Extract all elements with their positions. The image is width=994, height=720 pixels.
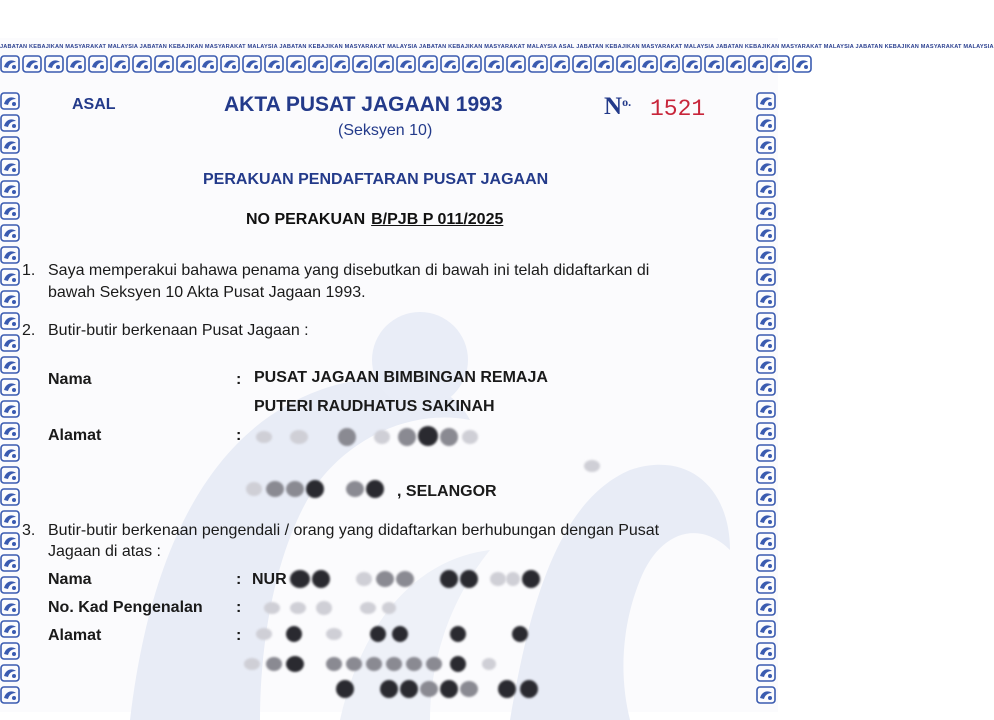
redaction-mark: [264, 602, 280, 614]
border-ornament-icon: [330, 55, 350, 73]
redaction-mark: [392, 626, 408, 642]
redaction-mark: [360, 602, 376, 614]
redaction-mark: [256, 628, 272, 640]
operator-address-label: Alamat: [48, 627, 102, 644]
border-ornament-icon: [0, 180, 20, 198]
redaction-mark: [418, 426, 438, 446]
border-ornament-icon: [756, 312, 776, 330]
redaction-mark: [286, 656, 304, 672]
colon: :: [236, 627, 242, 644]
border-ornament-icon: [756, 598, 776, 616]
border-ornament-icon: [756, 290, 776, 308]
border-ornament-icon: [198, 55, 218, 73]
security-microtext: JABATAN KEBAJIKAN MASYARAKAT MALAYSIA JABATAN KEBAJIKAN MASYARAKAT MALAYSIA JABATAN KEBAJIKAN MASYARAKAT MALAYSIA JABATAN KEBAJIKAN MASYARAKAT MALAYSIA ASAL JABATAN KEBAJIKAN MASYARAKAT MALAYSIA JABATAN KEBAJIKAN MASYARAKAT MALAYSIA JABATAN KEBAJIKAN MASYARAKAT MALAYSIA: [0, 44, 994, 50]
serial-number: 1521: [650, 96, 706, 122]
border-ornament-icon: [220, 55, 240, 73]
redaction-mark: [256, 431, 272, 443]
redaction-mark: [326, 628, 342, 640]
border-ornament-icon: [0, 356, 20, 374]
border-ornament-icon: [756, 664, 776, 682]
border-ornament-icon: [756, 114, 776, 132]
border-ornament-icon: [756, 686, 776, 704]
border-ornament-icon: [0, 686, 20, 704]
redaction-mark: [400, 680, 418, 698]
border-ornament-icon: [0, 488, 20, 506]
redaction-mark: [312, 570, 330, 588]
border-ornament-icon: [0, 422, 20, 440]
top-margin: [0, 0, 778, 38]
border-ornament-icon: [506, 55, 526, 73]
copy-label: ASAL: [72, 96, 116, 113]
redaction-mark: [406, 657, 422, 671]
redaction-mark: [460, 681, 478, 697]
para1-number: 1.: [22, 262, 36, 279]
border-ornament-icon: [0, 444, 20, 462]
border-ornament-icon: [44, 55, 64, 73]
border-ornament-icon: [756, 554, 776, 572]
border-ornament-icon: [726, 55, 746, 73]
border-ornament-icon: [440, 55, 460, 73]
border-ornament-icon: [0, 290, 20, 308]
border-ornament-icon: [0, 598, 20, 616]
para1-line2: bawah Seksyen 10 Akta Pusat Jagaan 1993.: [48, 284, 366, 301]
redaction-mark: [290, 430, 308, 444]
border-ornament-icon: [88, 55, 108, 73]
redaction-mark: [346, 481, 364, 497]
border-ornament-icon: [756, 246, 776, 264]
redaction-mark: [396, 571, 414, 587]
redaction-mark: [286, 626, 302, 642]
border-ornament-icon: [756, 158, 776, 176]
redaction-mark: [266, 481, 284, 497]
redaction-mark: [440, 428, 458, 446]
border-ornament-icon: [462, 55, 482, 73]
border-ornament-icon: [0, 664, 20, 682]
border-ornament-icon: [66, 55, 86, 73]
border-ornament-icon: [0, 532, 20, 550]
redaction-mark: [386, 657, 402, 671]
redaction-mark: [584, 460, 600, 472]
redaction-mark: [366, 657, 382, 671]
border-ornament-icon: [154, 55, 174, 73]
border-ornament-icon: [286, 55, 306, 73]
para2-number: 2.: [22, 322, 36, 339]
border-ornament-icon: [660, 55, 680, 73]
section-reference: (Seksyen 10): [338, 122, 433, 139]
border-ornament-icon: [756, 378, 776, 396]
border-ornament-icon: [550, 55, 570, 73]
border-ornament-icon: [110, 55, 130, 73]
redaction-mark: [482, 658, 496, 670]
border-ornament-icon: [308, 55, 328, 73]
border-ornament-icon: [748, 55, 768, 73]
redaction-mark: [440, 570, 458, 588]
redaction-mark: [244, 658, 260, 670]
redaction-mark: [266, 657, 282, 671]
border-ornament-icon: [756, 576, 776, 594]
border-ornament-icon: [616, 55, 636, 73]
border-ornament-icon: [264, 55, 284, 73]
redaction-mark: [520, 680, 538, 698]
border-ornament-icon: [0, 466, 20, 484]
border-ornament-icon: [756, 400, 776, 418]
ornamental-border-left: [0, 92, 22, 712]
certificate-number-label: NO PERAKUAN: [246, 211, 366, 228]
ornamental-border-top: [0, 55, 778, 77]
border-ornament-icon: [132, 55, 152, 73]
redaction-mark: [336, 680, 354, 698]
redaction-mark: [346, 657, 362, 671]
redaction-mark: [374, 430, 390, 444]
border-ornament-icon: [756, 488, 776, 506]
border-ornament-icon: [484, 55, 504, 73]
border-ornament-icon: [0, 246, 20, 264]
centre-name-line2: PUTERI RAUDHATUS SAKINAH: [254, 398, 495, 415]
certificate-number-row: [246, 211, 503, 229]
centre-name-label: Nama: [48, 371, 92, 388]
para1-line1: Saya memperakui bahawa penama yang disebutkan di bawah ini telah didaftarkan di: [48, 262, 650, 279]
para3-number: 3.: [22, 522, 36, 539]
border-ornament-icon: [756, 642, 776, 660]
border-ornament-icon: [0, 400, 20, 418]
border-ornament-icon: [352, 55, 372, 73]
colon: :: [236, 427, 242, 444]
border-ornament-icon: [0, 114, 20, 132]
border-ornament-icon: [756, 92, 776, 110]
redaction-mark: [290, 570, 310, 588]
border-ornament-icon: [756, 136, 776, 154]
redaction-mark: [316, 601, 332, 615]
operator-name-label: Nama: [48, 571, 92, 588]
border-ornament-icon: [756, 444, 776, 462]
redaction-mark: [380, 680, 398, 698]
border-ornament-icon: [756, 224, 776, 242]
border-ornament-icon: [704, 55, 724, 73]
redaction-mark: [290, 602, 306, 614]
ornamental-border-right: [756, 92, 778, 712]
centre-name-line1: PUSAT JAGAAN BIMBINGAN REMAJA: [254, 369, 548, 386]
redaction-mark: [366, 480, 384, 498]
para3-line1: Butir-butir berkenaan pengendali / orang yang didaftarkan berhubungan dengan Pusat: [48, 522, 660, 539]
redaction-mark: [512, 626, 528, 642]
border-ornament-icon: [0, 92, 20, 110]
border-ornament-icon: [756, 422, 776, 440]
border-ornament-icon: [22, 55, 42, 73]
centre-address-label: Alamat: [48, 427, 102, 444]
para3-line2: Jagaan di atas :: [48, 543, 161, 560]
border-ornament-icon: [756, 466, 776, 484]
redaction-mark: [506, 572, 520, 586]
border-ornament-icon: [756, 334, 776, 352]
number-label: $N^{o.}$: [604, 93, 632, 120]
border-ornament-icon: [242, 55, 262, 73]
centre-state: , SELANGOR: [397, 483, 497, 500]
redaction-mark: [376, 571, 394, 587]
redaction-mark: [460, 570, 478, 588]
redaction-mark: [370, 626, 386, 642]
certificate-number-value: B/PJB P 011/2025: [371, 211, 504, 228]
border-ornament-icon: [0, 642, 20, 660]
border-ornament-icon: [0, 268, 20, 286]
border-ornament-icon: [374, 55, 394, 73]
border-ornament-icon: [756, 510, 776, 528]
border-ornament-icon: [0, 378, 20, 396]
redaction-mark: [450, 626, 466, 642]
redaction-mark: [450, 656, 466, 672]
border-ornament-icon: [396, 55, 416, 73]
border-ornament-icon: [0, 136, 20, 154]
document-title: AKTA PUSAT JAGAAN 1993: [224, 93, 503, 116]
redaction-mark: [306, 480, 324, 498]
redaction-mark: [490, 572, 506, 586]
border-ornament-icon: [0, 55, 20, 73]
redaction-mark: [522, 570, 540, 588]
border-ornament-icon: [682, 55, 702, 73]
redaction-mark: [462, 430, 478, 444]
border-ornament-icon: [756, 180, 776, 198]
border-ornament-icon: [0, 554, 20, 572]
redaction-mark: [498, 680, 516, 698]
redaction-mark: [286, 481, 304, 497]
border-ornament-icon: [770, 55, 790, 73]
redaction-mark: [440, 680, 458, 698]
redaction-mark: [426, 657, 442, 671]
border-ornament-icon: [756, 356, 776, 374]
border-ornament-icon: [0, 510, 20, 528]
redaction-mark: [356, 572, 372, 586]
para2-text: Butir-butir berkenaan Pusat Jagaan :: [48, 322, 309, 339]
border-ornament-icon: [0, 620, 20, 638]
colon: :: [236, 571, 242, 588]
border-ornament-icon: [528, 55, 548, 73]
border-ornament-icon: [756, 532, 776, 550]
border-ornament-icon: [418, 55, 438, 73]
redaction-mark: [420, 681, 438, 697]
border-ornament-icon: [0, 158, 20, 176]
border-ornament-icon: [0, 334, 20, 352]
border-ornament-icon: [638, 55, 658, 73]
colon: :: [236, 599, 242, 616]
redaction-mark: [382, 602, 396, 614]
certificate-heading: PERAKUAN PENDAFTARAN PUSAT JAGAAN: [203, 171, 549, 188]
border-ornament-icon: [594, 55, 614, 73]
operator-ic-label: No. Kad Pengenalan: [48, 599, 203, 616]
colon: :: [236, 371, 242, 388]
border-ornament-icon: [0, 576, 20, 594]
border-ornament-icon: [756, 268, 776, 286]
redaction-mark: [338, 428, 356, 446]
border-ornament-icon: [0, 202, 20, 220]
redaction-mark: [246, 482, 262, 496]
border-ornament-icon: [176, 55, 196, 73]
border-ornament-icon: [756, 202, 776, 220]
border-ornament-icon: [0, 224, 20, 242]
border-ornament-icon: [756, 620, 776, 638]
operator-name-value: NUR: [252, 571, 287, 588]
redaction-mark: [398, 428, 416, 446]
border-ornament-icon: [0, 312, 20, 330]
border-ornament-icon: [572, 55, 592, 73]
border-ornament-icon: [792, 55, 812, 73]
redaction-mark: [326, 657, 342, 671]
